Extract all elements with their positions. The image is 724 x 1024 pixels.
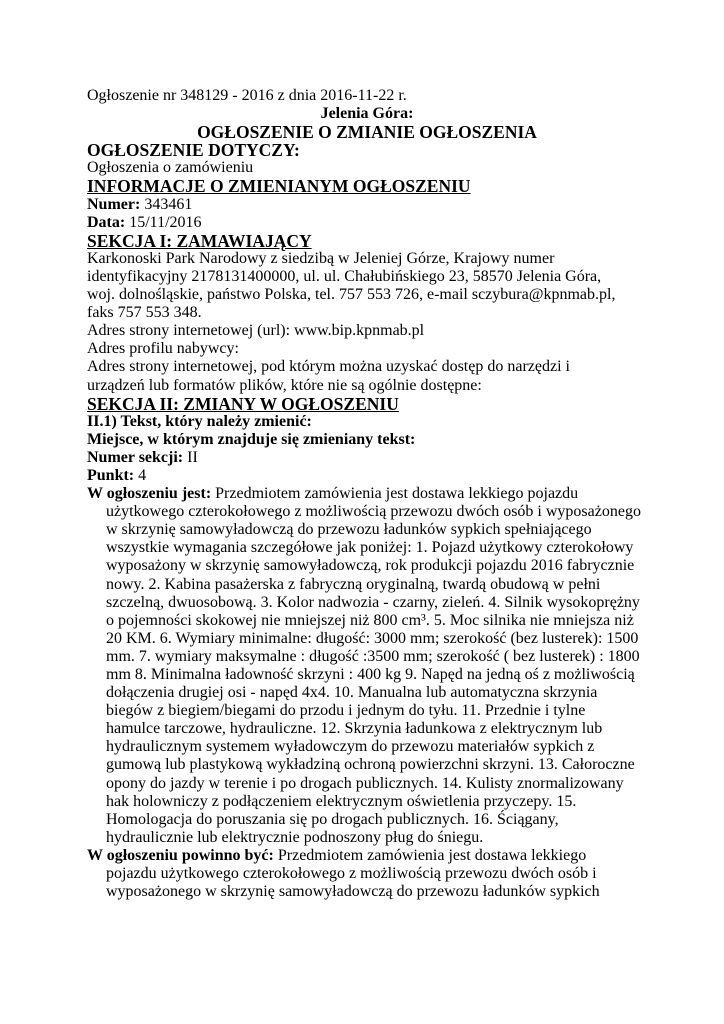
concerns-heading: OGŁOSZENIE DOTYCZY: [87, 140, 300, 161]
info-heading: INFORMACJE O ZMIENIANYM OGŁOSZENIU [87, 176, 471, 197]
document-content [87, 87, 647, 901]
is-text-line: biegów z biegiem/biegami do przodu i jednym do tyłu. 11. Przednie i tylne [106, 702, 586, 720]
number-value: 343461 [144, 195, 193, 213]
section2-heading: SEKCJA II: ZMIANY W OGŁOSZENIU [87, 393, 399, 414]
is-text-line: wyposażony w skrzynię samowyładowczą, rok produkcji pojazdu 2016 fabrycznie [106, 557, 635, 575]
is-text-line: mm. 7. wymiary maksymalne : długość :3500 mm; szerokość ( bez lusterek) : 1800 [106, 647, 640, 665]
is-text-line: hamulce tarczowe, hydrauliczne. 12. Skrzynia ładunkowa z elektrycznym lub [106, 720, 603, 738]
is-text-line: dołączenia drugiej osi - napęd 4x4. 10. Manualna lub automatyczna skrzynia [106, 684, 598, 702]
point-value: 4 [138, 466, 147, 484]
point-row [87, 467, 647, 485]
point-label: Punkt: [87, 466, 135, 484]
section1-heading: SEKCJA I: ZAMAWIAJĄCY [87, 230, 312, 251]
is-first-line: W ogłoszeniu jest: Przedmiotem zamówienia jest dostawa lekkiego pojazdu [87, 485, 579, 503]
address-line: identyfikacyjny 2178131400000, ul. ul. Chałubińskiego 23, 58570 Jelenia Góra, [87, 267, 602, 285]
is-text-line: hak holowniczy z podłączeniem elektrycznym oświetlenia przyczepy. 15. [106, 792, 577, 810]
address-line: faks 757 553 348. [87, 304, 202, 322]
section-number-value: II [187, 448, 198, 466]
notice-number-line: Ogłoszenie nr 348129 - 2016 z dnia 2016-11-22 r. [87, 87, 407, 104]
is-text-line: 20 KM. 6. Wymiary minimalne: długość: 3000 mm; szerokość (bez lusterek): 1500 [106, 629, 639, 647]
address-line: Karkonoski Park Narodowy z siedzibą w Jeleniej Górze, Krajowy numer [87, 249, 555, 267]
should-label: W ogłoszeniu powinno być: [87, 846, 274, 864]
is-text-line: szczelną, dwuosobową. 3. Kolor nadwozia - czarny, zieleń. 4. Silnik wysokoprężny [106, 593, 640, 611]
is-text-line: w skrzynię samowyładowczą do przewozu ładunków sypkich spełniającego [106, 521, 592, 539]
city-heading: Jelenia Góra: [320, 105, 414, 123]
date-value: 15/11/2016 [129, 213, 202, 231]
document-title: OGŁOSZENIE O ZMIANIE OGŁOSZENIA [197, 122, 537, 143]
tools-line: Adres strony internetowej, pod którym można uzyskać dostęp do narzędzi i [87, 358, 570, 376]
is-text-line: hydraulicznym systemem wyładowczym do przewozu materiałów sypkich z [106, 738, 595, 756]
url-line: Adres strony internetowej (url): www.bip.kpnmab.pl [87, 322, 425, 340]
is-text-line: nowy. 2. Kabina pasażerska z fabryczną oryginalną, twardą obudową w pełni [106, 575, 601, 593]
is-label: W ogłoszeniu jest: [87, 485, 212, 503]
is-text-line: użytkowego czterokołowego z możliwością przewozu dwóch osób i wyposażonego [106, 503, 641, 521]
address-line: woj. dolnośląskie, państwo Polska, tel. 757 553 726, e-mail sczybura@kpnmab.pl, [87, 286, 616, 304]
is-text-line: o pojemności skokowej nie mniejszej niż 800 cm³. 5. Moc silnika nie mniejsza niż [106, 611, 634, 629]
is-text-line: hydraulicznie lub elektrycznie podnoszony pług do śniegu. [106, 828, 484, 846]
concerns-value: Ogłoszenia o zamówieniu [87, 159, 254, 177]
place-label: Miejsce, w którym znajduje się zmieniany tekst: [87, 430, 416, 448]
is-text-line: opony do jazdy w terenie i po drogach publicznych. 14. Kulisty znormalizowany [106, 774, 624, 792]
should-text-line: pojazdu użytkowego czterokołowego z możliwością przewozu dwóch osób i [106, 865, 597, 883]
date-label: Data: [87, 213, 126, 231]
is-text-line: Homologacja do poruszania się po drogach publicznych. 16. Ściągany, [106, 810, 559, 828]
date-row [87, 214, 647, 232]
is-text-line: gumową lub plastykową wykładziną ochroną powierzchni skrzyni. 13. Całoroczne [106, 756, 635, 774]
section-number-row [87, 449, 647, 467]
should-first-line: W ogłoszeniu powinno być: Przedmiotem zamówienia jest dostawa lekkiego [87, 846, 587, 864]
section-number-label: Numer sekcji: [87, 448, 184, 466]
tools-line: urządzeń lub formatów plików, które nie są ogólnie dostępne: [87, 376, 482, 394]
buyer-profile-line: Adres profilu nabywcy: [87, 340, 239, 358]
number-label: Numer: [87, 195, 141, 213]
is-text-line: mm 8. Minimalna ładowność skrzyni : 400 kg 9. Napęd na jedną oś z możliwością [106, 666, 635, 683]
section2-subheading: II.1) Tekst, który należy zmienić: [87, 412, 312, 430]
number-row [87, 196, 647, 214]
should-text-line: wyposażonego w skrzynię samowyładowczą do przewozu ładunków sypkich [106, 883, 600, 901]
is-text-line: wszystkie wymagania szczegółowe jak poniżej: 1. Pojazd użytkowy czterokołowy [106, 539, 634, 557]
